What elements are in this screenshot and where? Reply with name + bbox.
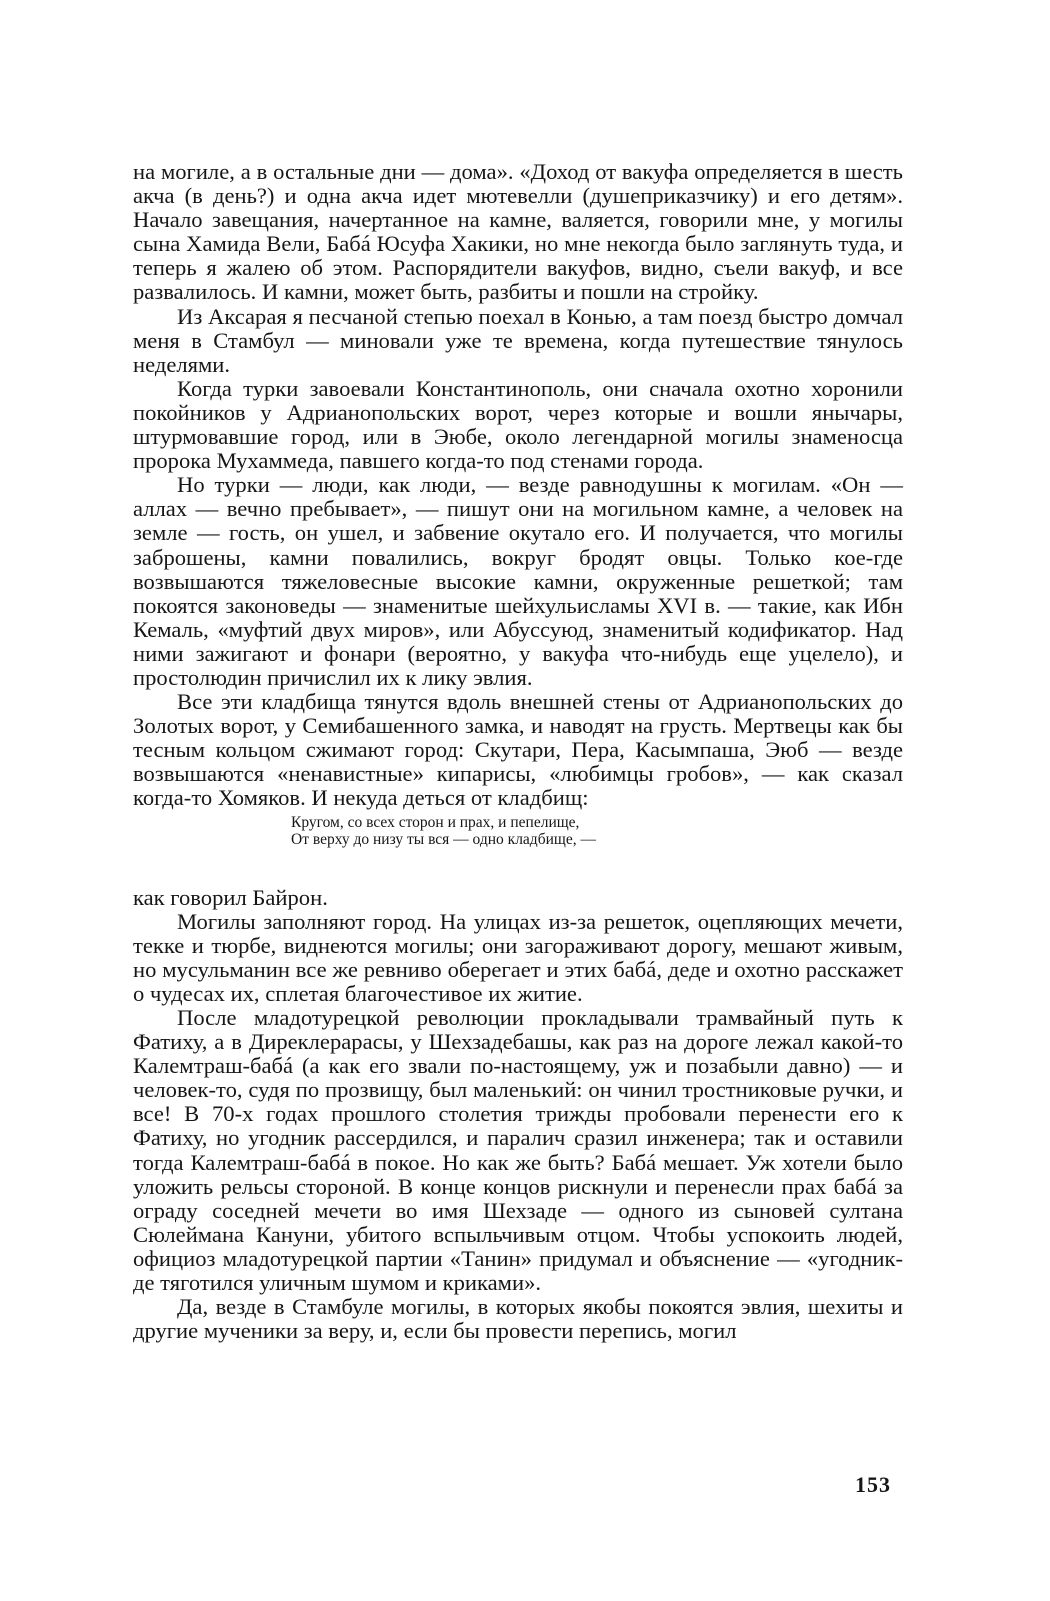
paragraph-5: Все эти кладбища тянутся вдоль внешней стены от Адрианопольских до Золотых ворот, у Семибашенного замка, и наводят на грусть. Мертвецы как бы тесным кольцом сжимают город: Скутари, Пера, Касымпаша, Эюб — везде возвышаются «ненавистные» кипарисы, «любимцы гробов», — как сказал когда-то Хомяков. И некуда деться от кладбищ: xyxy=(133,689,903,811)
paragraph-2: Из Аксарая я песчаной степью поехал в Конью, а там поезд быстро домчал меня в Стамбул — миновали уже те времена, когда путешествие тянулось неделями. xyxy=(133,303,903,377)
byron-verse-quote xyxy=(133,814,903,848)
verse-attribution: как говорил Байрон. xyxy=(133,884,328,910)
paragraph-6: Могилы заполняют город. На улицах из-за решеток, оцепляющих мечети, текке и тюрбе, виднеются могилы; они загораживают дорогу, мешают живым, но мусульманин все же ревниво оберегает и этих бабá, деде и охотно расскажет о чудесах их, сплетая благочестивое их житие. xyxy=(133,908,903,1006)
paragraph-1: на могиле, а в остальные дни — дома». «Доход от вакуфа определяется в шесть акча (в день?) и одна акча идет мютевелли (душеприказчику) и его детям». Начало завещания, начертанное на камне, валяется, говорили мне, у могилы сына Хамида Вели, Бабá Юсуфа Хакики, но мне некогда было заглянуть туда, и теперь я жалею об этом. Распорядители вакуфов, видно, съели вакуф, и все развалилось. И камни, может быть, разбиты и пошли на стройку. xyxy=(133,159,903,305)
paragraph-8: Да, везде в Стамбуле могилы, в которых якобы покоятся эвлия, шехиты и другие мученики за веру, и, если бы провести перепись, могил xyxy=(133,1294,903,1344)
page-number: 153 xyxy=(855,1472,891,1497)
page-body xyxy=(133,160,903,1343)
paragraph-7: После младотурецкой революции прокладывали трамвайный путь к Фатиху, а в Диреклерарасы, у Шехзадебашы, как раз на дороге лежал какой-то Калемтраш-бабá (а как его звали по-настоящему, уж и позабыли давно) — и человек-то, судя по прозвищу, был маленький: он чинил тростниковые ручки, и все! В 70-х годах прошлого столетия трижды пробовали перенести его к Фатиху, но угодник рассердился, и паралич сразил инженера; так и оставили тогда Калемтраш-бабá в покое. Но как же быть? Бабá мешает. Уж хотели было уложить рельсы стороной. В конце концов рискнули и перенесли прах бабá за ограду соседней мечети во имя Шехзаде — одного из сыновей султана Сюлеймана Кануни, убитого вспыльчивым отцом. Чтобы успокоить людей, официоз младотурецкой партии «Танин» придумал и объяснение — «угодник-де тяготился уличным шумом и криками». xyxy=(133,1005,903,1296)
verse-line-1: Кругом, со всех сторон и прах, и пепелище, xyxy=(291,813,580,831)
paragraph-3: Когда турки завоевали Константинополь, они сначала охотно хоронили покойников у Адрианопольских ворот, через которые и вошли янычары, штурмовавшие город, или в Эюбе, около легендарной могилы знаменосца пророка Мухаммеда, павшего когда-то под стенами города. xyxy=(133,375,903,474)
paragraph-4: Но турки — люди, как люди, — везде равнодушны к могилам. «Он — аллах — вечно пребывает», — пишут они на могильном камне, а человек на земле — гость, он ушел, и забвение окутало его. И получается, что могилы заброшены, камни повалились, вокруг бродят овцы. Только кое-где возвышаются тяжеловесные высокие камни, окруженные решеткой; там покоятся законоведы — знаменитые шейхульисламы XVI в. — такие, как Ибн Кемаль, «муфтий двух миров», или Абуссуюд, знаменитый кодификатор. Над ними зажигают и фонари (вероятно, у вакуфа что-нибудь еще уцелело), и простолюдин причислил их к лику эвлия. xyxy=(133,472,903,690)
verse-line-2: От верху до низу ты вся — одно кладбище, — xyxy=(291,830,596,848)
